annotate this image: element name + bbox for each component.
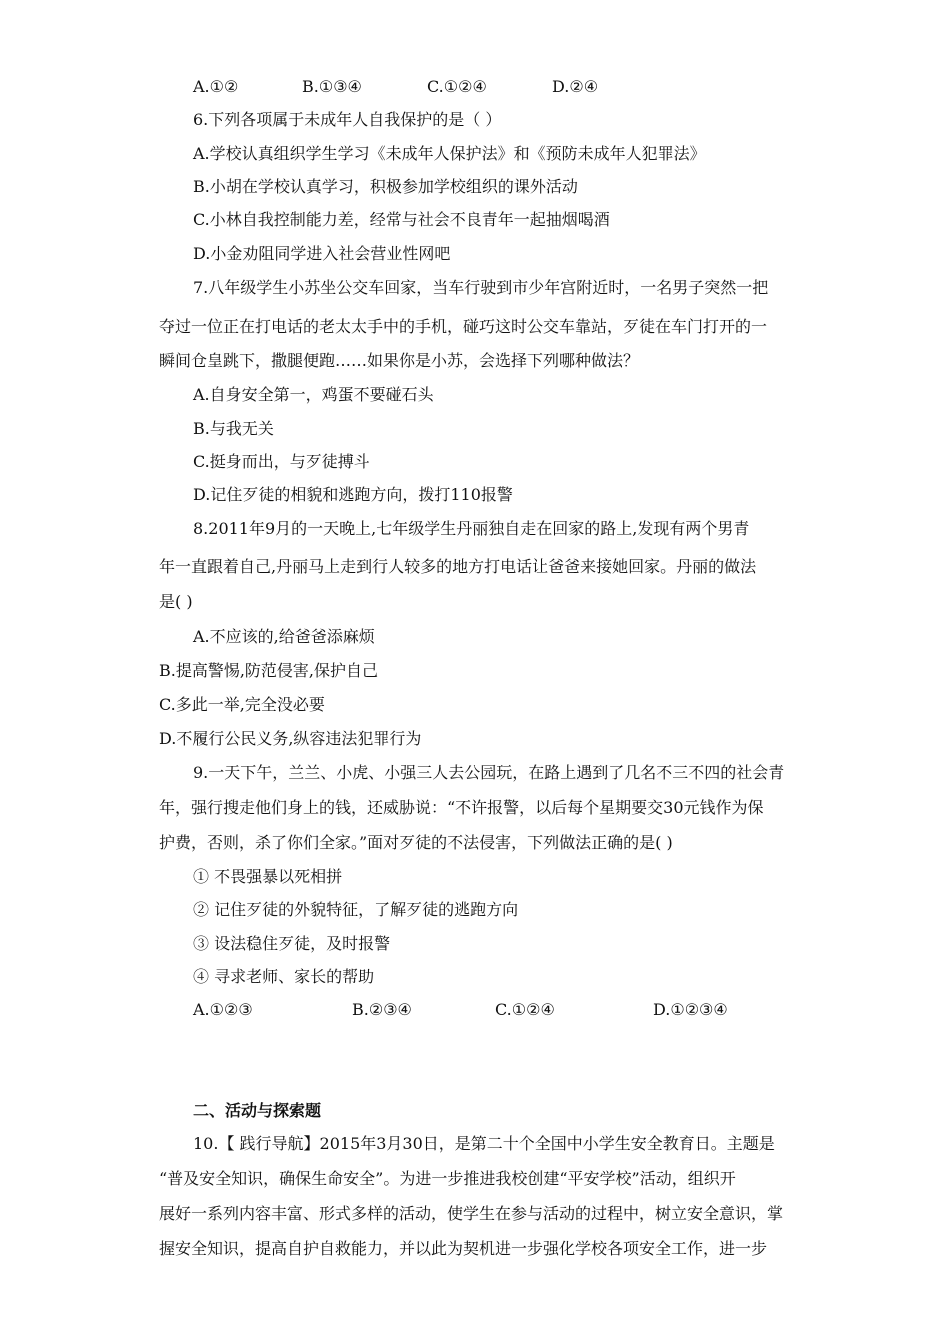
q5-option-a: A.①②: [193, 77, 239, 96]
q7-stem-line-3: 瞬间仓皇跳下，撒腿便跑……如果你是小苏，会选择下列哪种做法？: [159, 351, 640, 370]
q8-stem-line-1: 8.2011年9月的一天晚上,七年级学生丹丽独自走在回家的路上,发现有两个男青: [193, 519, 750, 538]
q7-stem-line-1: 7.八年级学生小苏坐公交车回家，当车行驶到市少年宫附近时，一名男子突然一把: [193, 278, 769, 297]
q6-option-a: A.学校认真组织学生学习《未成年人保护法》和《预防未成年人犯罪法》: [193, 144, 706, 163]
q9-item-1: ① 不畏强暴以死相拼: [193, 867, 343, 886]
section-heading: 二、活动与探索题: [193, 1101, 322, 1120]
q8-option-d: D.不履行公民义务,纵容违法犯罪行为: [159, 729, 422, 748]
q9-item-3: ③ 设法稳住歹徒，及时报警: [193, 934, 391, 953]
q7-option-d: D.记住歹徒的相貌和逃跑方向，拨打110报警: [193, 485, 513, 504]
q9-item-4: ④ 寻求老师、家长的帮助: [193, 967, 375, 986]
q7-option-a: A.自身安全第一，鸡蛋不要碰石头: [193, 385, 434, 404]
q9-option-d: D.①②③④: [653, 1000, 728, 1019]
q9-option-a: A.①②③: [193, 1000, 253, 1019]
q5-option-b: B.①③④: [302, 77, 362, 96]
q6-option-b: B.小胡在学校认真学习，积极参加学校组织的课外活动: [193, 177, 578, 196]
q6-option-d: D.小金劝阻同学进入社会营业性网吧: [193, 244, 451, 263]
q6-stem: 6.下列各项属于未成年人自我保护的是（ ）: [193, 110, 502, 129]
q8-stem-line-3: 是( ): [159, 592, 193, 611]
q7-option-c: C.挺身而出，与歹徒搏斗: [193, 452, 370, 471]
q9-item-2: ② 记住歹徒的外貌特征，了解歹徒的逃跑方向: [193, 900, 519, 919]
q6-option-c: C.小林自我控制能力差，经常与社会不良青年一起抽烟喝酒: [193, 210, 610, 229]
q5-option-c: C.①②④: [427, 77, 487, 96]
q9-option-c: C.①②④: [495, 1000, 555, 1019]
q5-option-d: D.②④: [552, 77, 599, 96]
q9-option-b: B.②③④: [352, 1000, 412, 1019]
q8-option-b: B.提高警惕,防范侵害,保护自己: [159, 661, 379, 680]
q10-line-3: 展好一系列内容丰富、形式多样的活动，使学生在参与活动的过程中，树立安全意识，掌: [159, 1204, 784, 1223]
q8-option-c: C.多此一举,完全没必要: [159, 695, 325, 714]
q9-stem-line-1: 9.一天下午，兰兰、小虎、小强三人去公园玩，在路上遇到了几名不三不四的社会青: [193, 763, 785, 782]
q7-option-b: B.与我无关: [193, 419, 274, 438]
q10-line-1: 10.【 践行导航】2015年3月30日，是第二十个全国中小学生安全教育日。主题是: [193, 1134, 775, 1153]
q10-line-2: “普及安全知识，确保生命安全”。为进一步推进我校创建“平安学校”活动，组织开: [159, 1169, 736, 1188]
q9-stem-line-2: 年，强行搜走他们身上的钱，还威胁说：“不许报警，以后每个星期要交30元钱作为保: [159, 798, 764, 817]
q10-line-4: 握安全知识，提高自护自救能力，并以此为契机进一步强化学校各项安全工作，进一步: [159, 1239, 768, 1258]
q9-stem-line-3: 护费，否则，杀了你们全家。”面对歹徒的不法侵害，下列做法正确的是( ): [159, 833, 673, 852]
q8-stem-line-2: 年一直跟着自己,丹丽马上走到行人较多的地方打电话让爸爸来接她回家。丹丽的做法: [159, 557, 757, 576]
q7-stem-line-2: 夺过一位正在打电话的老太太手中的手机，碰巧这时公交车靠站，歹徒在车门打开的一: [159, 317, 768, 336]
q8-option-a: A.不应该的,给爸爸添麻烦: [193, 627, 375, 646]
